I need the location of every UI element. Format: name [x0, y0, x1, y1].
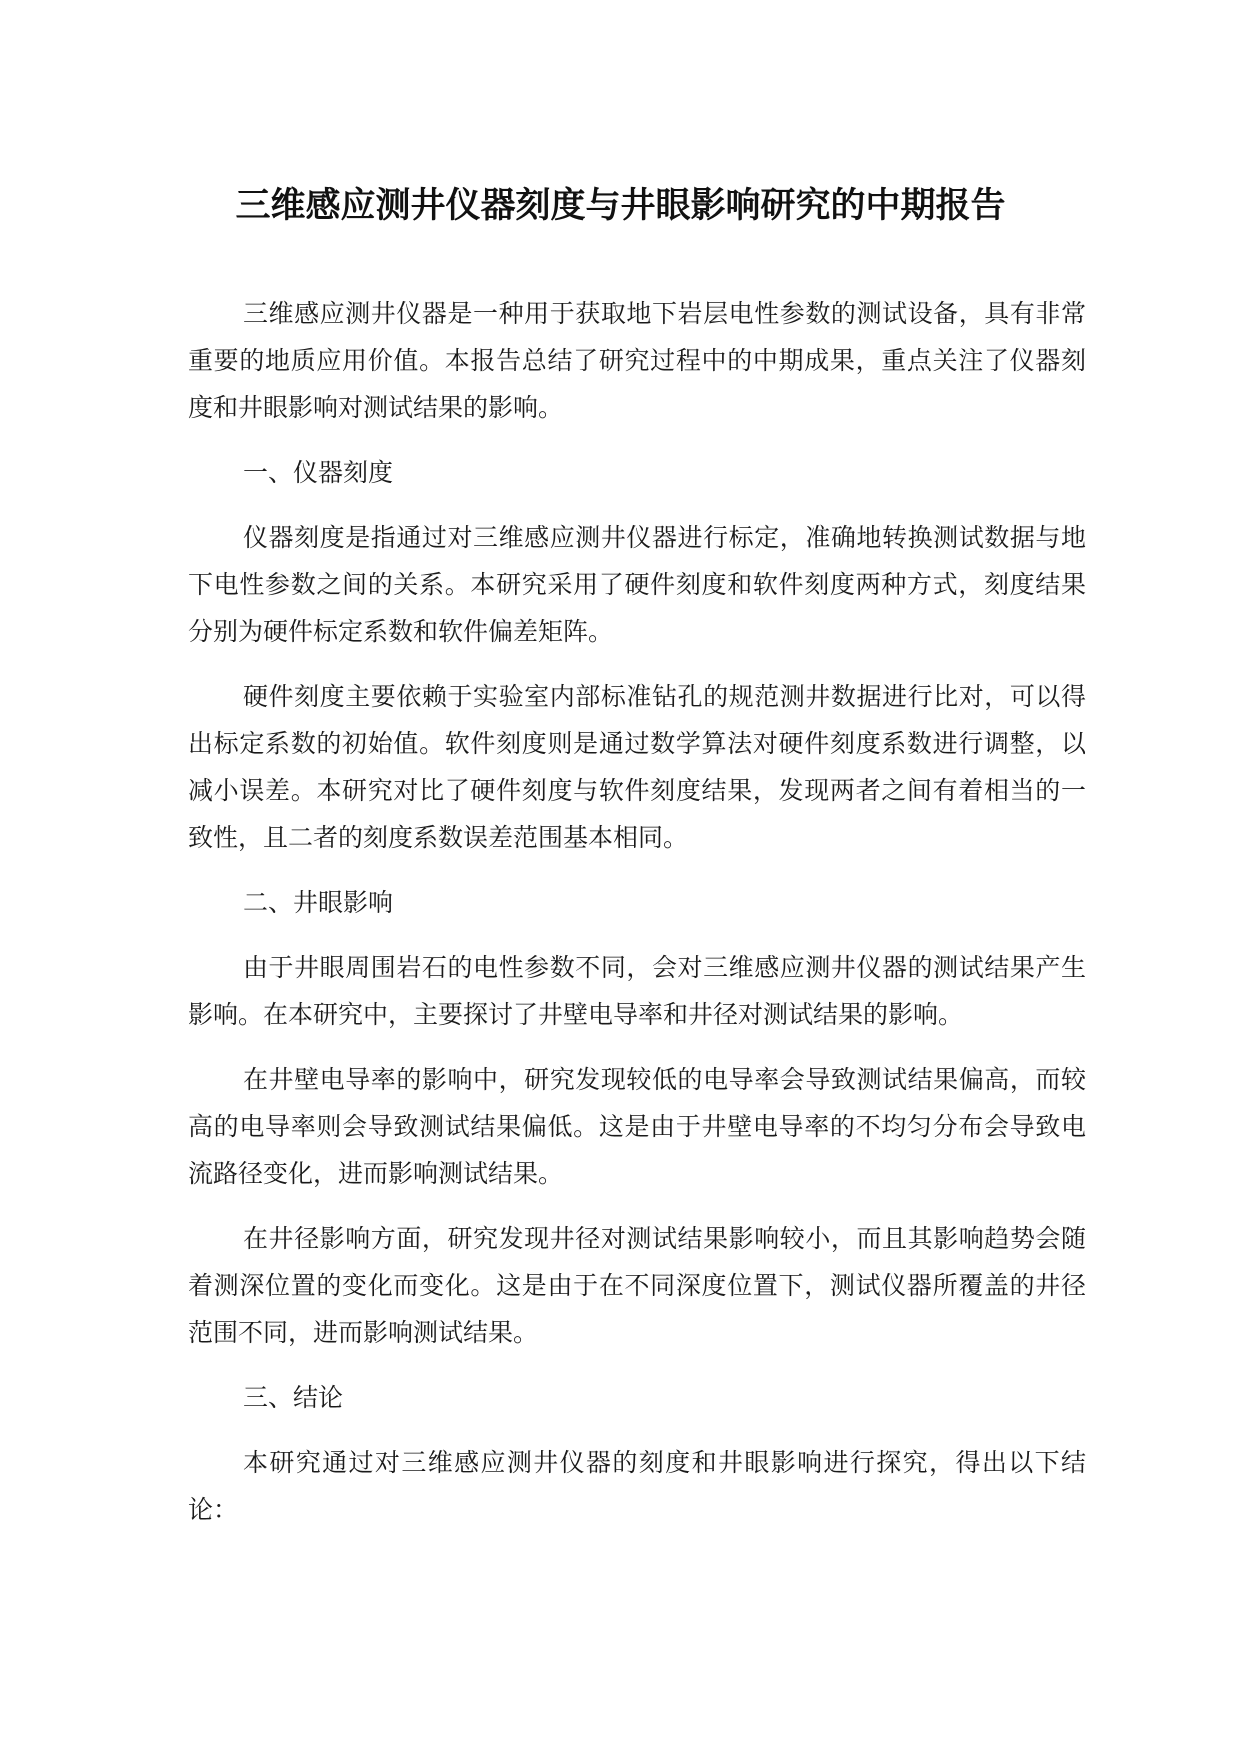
calibration-paragraph-2: 硬件刻度主要依赖于实验室内部标准钻孔的规范测井数据进行比对，可以得出标定系数的初始值。软件刻度则是通过数学算法对硬件刻度系数进行调整，以减小误差。本研究对比了硬件刻度与软件刻度结果，发现两者之间有着相当的一致性，且二者的刻度系数误差范围基本相同。: [188, 682, 1086, 852]
section-heading-calibration: 一、仪器刻度: [243, 458, 394, 487]
calibration-paragraph-1: 仪器刻度是指通过对三维感应测井仪器进行标定，准确地转换测试数据与地下电性参数之间的关系。本研究采用了硬件刻度和软件刻度两种方式，刻度结果分别为硬件标定系数和软件偏差矩阵。: [188, 523, 1086, 646]
intro-paragraph: 三维感应测井仪器是一种用于获取地下岩层电性参数的测试设备，具有非常重要的地质应用价值。本报告总结了研究过程中的中期成果，重点关注了仪器刻度和井眼影响对测试结果的影响。: [188, 299, 1086, 422]
conclusion-paragraph: 本研究通过对三维感应测井仪器的刻度和井眼影响进行探究，得出以下结论：: [188, 1448, 1086, 1524]
borehole-paragraph-2: 在井壁电导率的影响中，研究发现较低的电导率会导致测试结果偏高，而较高的电导率则会导致测试结果偏低。这是由于井壁电导率的不均匀分布会导致电流路径变化，进而影响测试结果。: [188, 1065, 1086, 1188]
document-title: 三维感应测井仪器刻度与井眼影响研究的中期报告: [235, 186, 1006, 226]
document-body: [188, 290, 1086, 1551]
borehole-paragraph-3: 在井径影响方面，研究发现井径对测试结果影响较小，而且其影响趋势会随着测深位置的变化而变化。这是由于在不同深度位置下，测试仪器所覆盖的井径范围不同，进而影响测试结果。: [188, 1224, 1086, 1347]
section-heading-borehole: 二、井眼影响: [243, 888, 394, 917]
borehole-paragraph-1: 由于井眼周围岩石的电性参数不同，会对三维感应测井仪器的测试结果产生影响。在本研究中，主要探讨了井壁电导率和井径对测试结果的影响。: [188, 953, 1086, 1029]
section-heading-conclusion: 三、结论: [243, 1383, 344, 1412]
